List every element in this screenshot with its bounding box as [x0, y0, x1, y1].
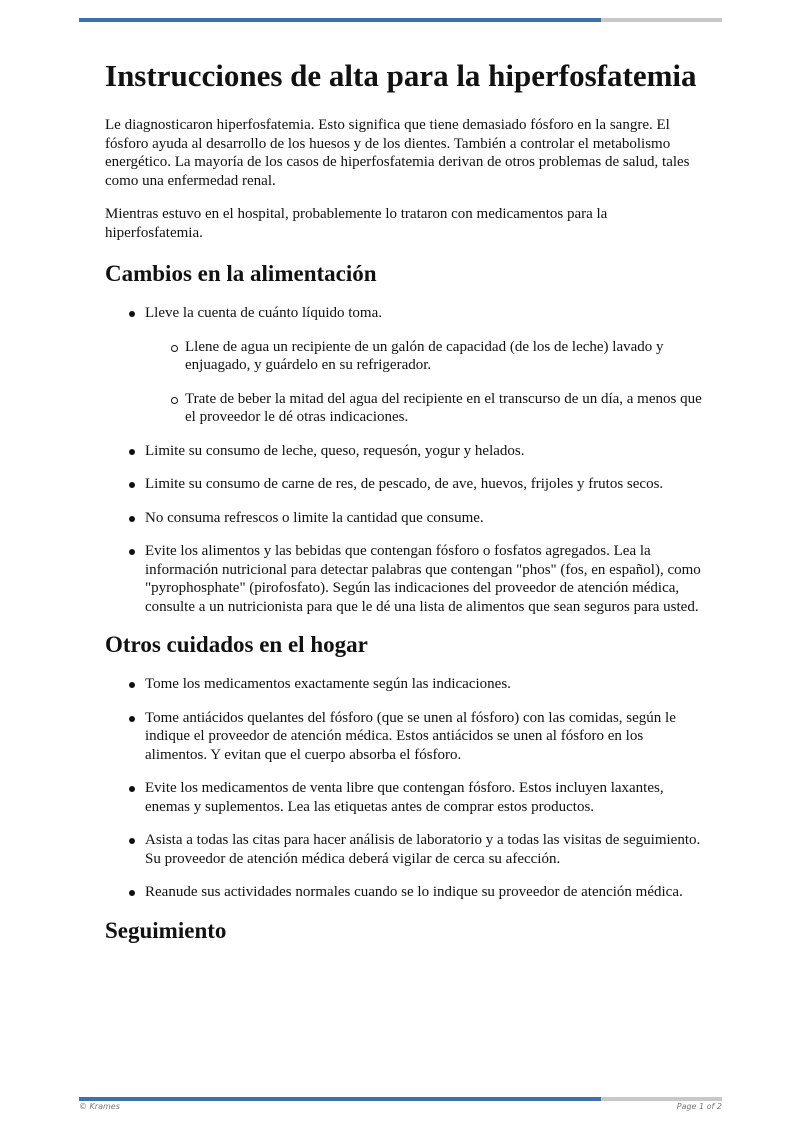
list-item-text: Limite su consumo de carne de res, de pescado, de ave, huevos, frijoles y frutos secos.: [145, 476, 664, 492]
fluid-sublist: [145, 338, 705, 427]
list-item: [105, 475, 705, 494]
intro-paragraph-2: Mientras estuvo en el hospital, probablemente lo trataron con medicamentos para la hiperfosfatemia.: [105, 206, 608, 241]
sub-list-item: [145, 390, 705, 427]
bullet-icon: [129, 311, 135, 317]
list-item-text: Reanude sus actividades normales cuando se lo indique su proveedor de atención médica.: [145, 884, 683, 900]
list-item: [105, 779, 705, 816]
list-item: [105, 883, 705, 902]
list-item: [105, 509, 705, 528]
section-heading-diet: Cambios en la alimentación: [105, 261, 377, 286]
list-item: [105, 304, 705, 427]
sub-list-item-text: Trate de beber la mitad del agua del recipiente en el transcurso de un día, a menos que el proveedor le dé otras indicaciones.: [185, 390, 702, 425]
page-footer: [79, 1102, 722, 1111]
bullet-icon: [129, 516, 135, 522]
bullet-icon: [129, 716, 135, 722]
list-item: [105, 709, 705, 765]
bullet-icon: [129, 449, 135, 455]
bullet-icon: [129, 890, 135, 896]
document-body: [105, 57, 705, 961]
bullet-icon: [129, 838, 135, 844]
list-item-text: Tome antiácidos quelantes del fósforo (que se unen al fósforo) con las comidas, según le indique el proveedor de atención médica. Estos antiácidos se unen al fósforo en los alimentos. Y evitan que el cuerpo absorba el fósforo.: [145, 709, 676, 763]
footer-copyright: © Krames: [79, 1102, 120, 1111]
list-item-text: Tome los medicamentos exactamente según las indicaciones.: [145, 676, 511, 692]
bottom-rule-accent: [79, 1097, 601, 1101]
sub-list-item: [145, 338, 705, 375]
list-item-text: Limite su consumo de leche, queso, requesón, yogur y helados.: [145, 442, 525, 459]
sub-list-item-text: Llene de agua un recipiente de un galón de capacidad (de los de leche) lavado y enjuagado, y guárdelo en su refrigerador.: [185, 338, 664, 373]
section-heading-follow-up: Seguimiento: [105, 917, 227, 943]
top-rule-track: [601, 18, 722, 22]
list-item-text: Asista a todas las citas para hacer análisis de laboratorio y a todas las visitas de seguimiento. Su proveedor de atención médica deberá vigilar de cerca su afección.: [145, 832, 701, 867]
bottom-rule-track: [601, 1097, 722, 1101]
list-item-text: Evite los medicamentos de venta libre que contengan fósforo. Estos incluyen laxantes, enemas y suplementos. Lea las etiquetas antes de comprar estos productos.: [145, 780, 664, 815]
top-rule-accent: [79, 18, 601, 22]
bullet-icon: [129, 786, 135, 792]
list-item: [105, 542, 705, 616]
hollow-bullet-icon: [171, 397, 178, 404]
home-care-list: [105, 675, 705, 902]
diet-list: [105, 304, 705, 616]
intro-paragraph-1: Le diagnosticaron hiperfosfatemia. Esto significa que tiene demasiado fósforo en la sangre. El fósforo ayuda al desarrollo de los huesos y de los dientes. También a controlar el metabolismo energético. La mayoría de los casos de hiperfosfatemia derivan de otros problemas de salud, tales como una enfermedad renal.: [105, 117, 690, 189]
top-rule: [79, 18, 722, 22]
list-item: [105, 675, 705, 694]
list-item: [105, 442, 705, 461]
page-title: Instrucciones de alta para la hiperfosfatemia: [105, 58, 697, 93]
hollow-bullet-icon: [171, 345, 178, 352]
bullet-icon: [129, 482, 135, 488]
list-item-text: Lleve la cuenta de cuánto líquido toma.: [145, 305, 382, 321]
bullet-icon: [129, 682, 135, 688]
bottom-rule: [79, 1097, 722, 1101]
section-heading-home-care: Otros cuidados en el hogar: [105, 632, 368, 657]
list-item-text: No consuma refrescos o limite la cantidad que consume.: [145, 509, 484, 526]
footer-page-number: Page 1 of 2: [676, 1102, 722, 1111]
bullet-icon: [129, 549, 135, 555]
list-item: [105, 831, 705, 868]
list-item-text: Evite los alimentos y las bebidas que contengan fósforo o fosfatos agregados. Lea la información nutricional para detectar palabras que contengan "phos" (fos, en español), como "pyrophosphate" (pirofosfato). Según las indicaciones del proveedor de atención médica, consulte a un nutricionista para que le dé una lista de alimentos que sean seguros para usted.: [145, 543, 701, 615]
